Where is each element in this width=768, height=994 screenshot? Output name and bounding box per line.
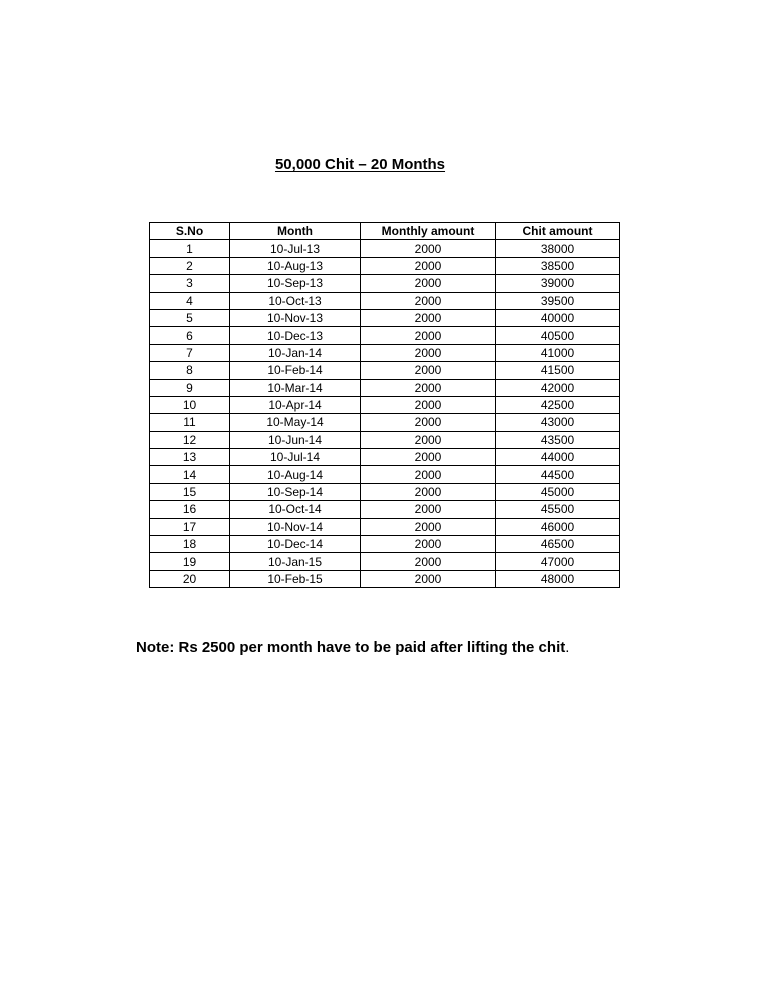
cell-chit-amount: 45000 xyxy=(496,483,620,500)
cell-monthly-amount: 2000 xyxy=(361,553,496,570)
table-row xyxy=(150,466,620,483)
table-row xyxy=(150,379,620,396)
cell-month: 10-Apr-14 xyxy=(230,396,361,413)
header-month: Month xyxy=(230,223,361,240)
cell-month: 10-Aug-14 xyxy=(230,466,361,483)
cell-month: 10-Jun-14 xyxy=(230,431,361,448)
header-monthly-amount: Monthly amount xyxy=(361,223,496,240)
cell-sno: 13 xyxy=(150,449,230,466)
cell-sno: 5 xyxy=(150,309,230,326)
cell-sno: 18 xyxy=(150,536,230,553)
cell-month: 10-Feb-15 xyxy=(230,570,361,587)
cell-sno: 8 xyxy=(150,362,230,379)
cell-month: 10-Mar-14 xyxy=(230,379,361,396)
cell-month: 10-Jan-15 xyxy=(230,553,361,570)
cell-monthly-amount: 2000 xyxy=(361,327,496,344)
document-title: 50,000 Chit – 20 Months xyxy=(274,156,446,173)
cell-monthly-amount: 2000 xyxy=(361,466,496,483)
cell-monthly-amount: 2000 xyxy=(361,570,496,587)
table-row xyxy=(150,275,620,292)
cell-month: 10-Aug-13 xyxy=(230,257,361,274)
note-bold: Note: Rs 2500 per month have to be paid after lifting the chit xyxy=(136,639,566,656)
cell-monthly-amount: 2000 xyxy=(361,257,496,274)
table-row xyxy=(150,570,620,587)
table-row xyxy=(150,518,620,535)
cell-month: 10-Nov-13 xyxy=(230,309,361,326)
cell-sno: 14 xyxy=(150,466,230,483)
cell-month: 10-Sep-14 xyxy=(230,483,361,500)
cell-month: 10-Sep-13 xyxy=(230,275,361,292)
note-period: . xyxy=(565,639,570,656)
table-row xyxy=(150,483,620,500)
cell-chit-amount: 46500 xyxy=(496,536,620,553)
cell-sno: 17 xyxy=(150,518,230,535)
table-row xyxy=(150,449,620,466)
cell-monthly-amount: 2000 xyxy=(361,362,496,379)
table-row xyxy=(150,536,620,553)
cell-month: 10-May-14 xyxy=(230,414,361,431)
table-body xyxy=(150,240,620,588)
cell-chit-amount: 48000 xyxy=(496,570,620,587)
cell-chit-amount: 47000 xyxy=(496,553,620,570)
cell-monthly-amount: 2000 xyxy=(361,240,496,257)
cell-month: 10-Oct-14 xyxy=(230,501,361,518)
cell-monthly-amount: 2000 xyxy=(361,518,496,535)
table-row xyxy=(150,257,620,274)
cell-month: 10-Dec-14 xyxy=(230,536,361,553)
table-row xyxy=(150,344,620,361)
cell-sno: 2 xyxy=(150,257,230,274)
table-row xyxy=(150,362,620,379)
cell-chit-amount: 39500 xyxy=(496,292,620,309)
cell-chit-amount: 41000 xyxy=(496,344,620,361)
cell-chit-amount: 42000 xyxy=(496,379,620,396)
table-row xyxy=(150,501,620,518)
cell-chit-amount: 43500 xyxy=(496,431,620,448)
cell-monthly-amount: 2000 xyxy=(361,414,496,431)
cell-chit-amount: 44500 xyxy=(496,466,620,483)
cell-monthly-amount: 2000 xyxy=(361,379,496,396)
cell-chit-amount: 39000 xyxy=(496,275,620,292)
cell-sno: 11 xyxy=(150,414,230,431)
cell-sno: 15 xyxy=(150,483,230,500)
cell-monthly-amount: 2000 xyxy=(361,396,496,413)
cell-chit-amount: 43000 xyxy=(496,414,620,431)
cell-month: 10-Feb-14 xyxy=(230,362,361,379)
table-row xyxy=(150,396,620,413)
cell-month: 10-Jan-14 xyxy=(230,344,361,361)
table-row xyxy=(150,327,620,344)
cell-sno: 19 xyxy=(150,553,230,570)
cell-month: 10-Dec-13 xyxy=(230,327,361,344)
header-chit-amount: Chit amount xyxy=(496,223,620,240)
cell-sno: 3 xyxy=(150,275,230,292)
cell-monthly-amount: 2000 xyxy=(361,309,496,326)
cell-monthly-amount: 2000 xyxy=(361,536,496,553)
cell-chit-amount: 38500 xyxy=(496,257,620,274)
cell-chit-amount: 46000 xyxy=(496,518,620,535)
cell-chit-amount: 42500 xyxy=(496,396,620,413)
cell-monthly-amount: 2000 xyxy=(361,275,496,292)
cell-chit-amount: 40000 xyxy=(496,309,620,326)
cell-month: 10-Nov-14 xyxy=(230,518,361,535)
cell-chit-amount: 44000 xyxy=(496,449,620,466)
cell-sno: 1 xyxy=(150,240,230,257)
cell-monthly-amount: 2000 xyxy=(361,292,496,309)
cell-month: 10-Oct-13 xyxy=(230,292,361,309)
header-sno: S.No xyxy=(150,223,230,240)
table-row xyxy=(150,553,620,570)
cell-sno: 12 xyxy=(150,431,230,448)
table-row xyxy=(150,431,620,448)
cell-monthly-amount: 2000 xyxy=(361,431,496,448)
table-row xyxy=(150,240,620,257)
cell-month: 10-Jul-14 xyxy=(230,449,361,466)
cell-sno: 10 xyxy=(150,396,230,413)
note-text xyxy=(136,639,569,656)
cell-month: 10-Jul-13 xyxy=(230,240,361,257)
chit-schedule-table xyxy=(149,222,620,588)
table-header-row xyxy=(150,223,620,240)
cell-chit-amount: 40500 xyxy=(496,327,620,344)
table-row xyxy=(150,309,620,326)
cell-sno: 16 xyxy=(150,501,230,518)
cell-sno: 6 xyxy=(150,327,230,344)
cell-sno: 9 xyxy=(150,379,230,396)
cell-monthly-amount: 2000 xyxy=(361,449,496,466)
cell-monthly-amount: 2000 xyxy=(361,501,496,518)
cell-sno: 20 xyxy=(150,570,230,587)
cell-monthly-amount: 2000 xyxy=(361,344,496,361)
cell-sno: 7 xyxy=(150,344,230,361)
cell-sno: 4 xyxy=(150,292,230,309)
cell-chit-amount: 38000 xyxy=(496,240,620,257)
cell-monthly-amount: 2000 xyxy=(361,483,496,500)
table-row xyxy=(150,414,620,431)
cell-chit-amount: 41500 xyxy=(496,362,620,379)
table-row xyxy=(150,292,620,309)
cell-chit-amount: 45500 xyxy=(496,501,620,518)
